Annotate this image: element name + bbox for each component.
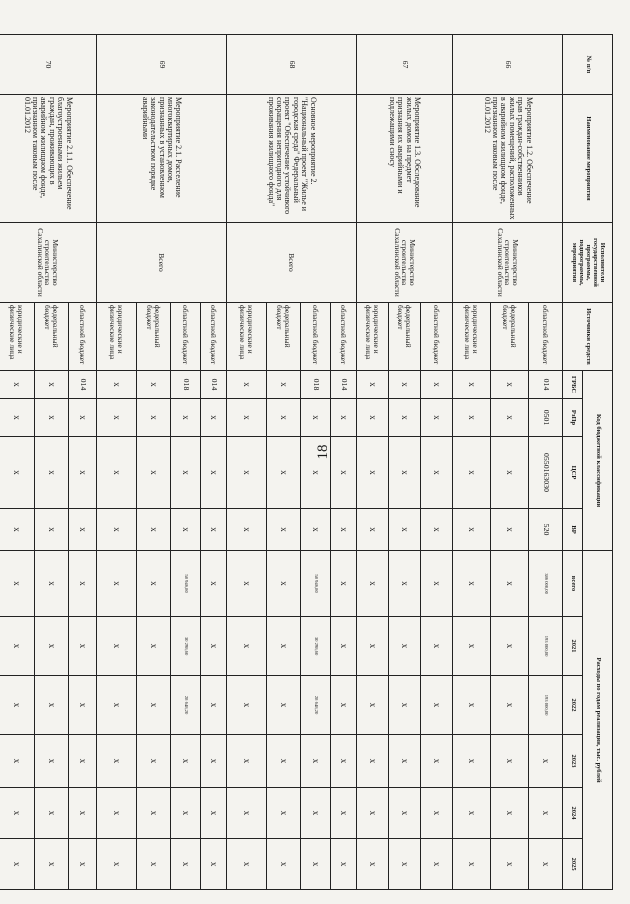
csr-cell: х (331, 437, 357, 509)
csr-cell: х (201, 437, 227, 509)
vr-cell: х (267, 509, 301, 551)
year-cell: х (35, 839, 69, 890)
rzpr-cell: 0501 (529, 399, 563, 437)
budget-table-rotated (8, 34, 613, 889)
total-cell: х (389, 551, 421, 617)
header-year: 2024 (563, 788, 583, 839)
year-cell: х (331, 676, 357, 735)
grbs-cell: х (35, 371, 69, 399)
year-cell: х (171, 839, 201, 890)
header-rzpr: РзПр (563, 399, 583, 437)
total-cell: х (97, 551, 137, 617)
year-cell: х (171, 735, 201, 788)
total-cell: 386 000,00 (529, 551, 563, 617)
grbs-cell: 014 (529, 371, 563, 399)
source-cell: федеральный бюджет (491, 303, 529, 371)
row-number: 70 (0, 35, 97, 95)
year-cell: х (69, 788, 97, 839)
year-cell: х (389, 735, 421, 788)
total-cell: х (201, 551, 227, 617)
measure-name: Мероприятие 2.1. Расселение многоквартирных домов, признанных в установленном законодательством порядке аварийными (97, 95, 227, 223)
rzpr-cell: х (491, 399, 529, 437)
rzpr-cell: х (227, 399, 267, 437)
vr-cell: х (491, 509, 529, 551)
total-cell: х (491, 551, 529, 617)
csr-cell: х (171, 437, 201, 509)
year-cell: х (421, 788, 453, 839)
vr-cell: х (137, 509, 171, 551)
year-cell: х (97, 788, 137, 839)
row-number: 68 (227, 35, 357, 95)
year-cell: 28 648,20 (171, 676, 201, 735)
csr-cell: х (491, 437, 529, 509)
table-body (0, 35, 563, 890)
csr-cell: х (137, 437, 171, 509)
grbs-cell: 014 (331, 371, 357, 399)
vr-cell: х (331, 509, 357, 551)
grbs-cell: х (137, 371, 171, 399)
year-cell: х (357, 788, 389, 839)
year-cell: х (97, 839, 137, 890)
year-cell: х (491, 735, 529, 788)
grbs-cell: 014 (69, 371, 97, 399)
year-cell: х (357, 735, 389, 788)
table-row (331, 35, 357, 890)
year-cell: х (357, 617, 389, 676)
total-cell: 58 946,80 (171, 551, 201, 617)
rzpr-cell: х (357, 399, 389, 437)
source-cell: юридические и физические лица (227, 303, 267, 371)
total-cell: х (0, 551, 35, 617)
year-cell: х (69, 735, 97, 788)
year-cell: х (357, 839, 389, 890)
header-total: всего (563, 551, 583, 617)
total-cell: х (453, 551, 491, 617)
csr-cell: х (97, 437, 137, 509)
total-cell: х (357, 551, 389, 617)
header-source: Источники средств (563, 303, 613, 371)
year-cell: х (35, 735, 69, 788)
year-cell: х (69, 617, 97, 676)
header-year: 2022 (563, 676, 583, 735)
csr-cell: х (69, 437, 97, 509)
header-year: 2025 (563, 839, 583, 890)
year-cell: х (227, 735, 267, 788)
table-row (421, 35, 453, 890)
year-cell: х (421, 676, 453, 735)
table-row (529, 35, 563, 890)
year-cell: х (227, 617, 267, 676)
header-name: Наименование мероприятия (563, 95, 613, 223)
vr-cell: х (357, 509, 389, 551)
csr-cell: х (301, 437, 331, 509)
year-cell: х (421, 735, 453, 788)
rzpr-cell: х (171, 399, 201, 437)
year-cell: х (201, 839, 227, 890)
table-row (69, 35, 97, 890)
header-expenses: Расходы по годам реализации, тыс. рублей (583, 551, 613, 890)
grbs-cell: х (453, 371, 491, 399)
year-cell: х (137, 839, 171, 890)
csr-cell: 0550163030 (529, 437, 563, 509)
measure-name: Мероприятие 1.2. Обеспечение прав граждан-собственников жилых помещений, расположенных в аварийном жилищном фонде, признанном таковым после 01.01.2012 (453, 95, 563, 223)
executor-cell: Министерство строительства Сахалинской области (0, 223, 97, 303)
year-cell: х (421, 617, 453, 676)
year-cell: х (491, 788, 529, 839)
total-cell: х (137, 551, 171, 617)
year-cell: х (301, 839, 331, 890)
header-vr: ВР (563, 509, 583, 551)
year-cell: х (137, 788, 171, 839)
total-cell: х (331, 551, 357, 617)
year-cell: х (529, 839, 563, 890)
year-cell: х (453, 676, 491, 735)
year-cell: х (97, 676, 137, 735)
vr-cell: 520 (529, 509, 563, 551)
header-csr: ЦСР (563, 437, 583, 509)
year-cell: х (453, 788, 491, 839)
source-cell: областной бюджет (69, 303, 97, 371)
source-cell: областной бюджет (529, 303, 563, 371)
year-cell: х (453, 617, 491, 676)
vr-cell: х (201, 509, 227, 551)
vr-cell: х (97, 509, 137, 551)
csr-cell: х (0, 437, 35, 509)
csr-cell: х (421, 437, 453, 509)
rzpr-cell: х (301, 399, 331, 437)
year-cell: х (97, 617, 137, 676)
csr-cell: х (227, 437, 267, 509)
rzpr-cell: х (331, 399, 357, 437)
year-cell: х (529, 788, 563, 839)
executor-cell: Всего (97, 223, 227, 303)
year-cell: 30 298,60 (171, 617, 201, 676)
total-cell: х (35, 551, 69, 617)
rzpr-cell: х (267, 399, 301, 437)
rzpr-cell: х (137, 399, 171, 437)
header-year: 2021 (563, 617, 583, 676)
year-cell: х (357, 676, 389, 735)
executor-cell: Всего (227, 223, 357, 303)
grbs-cell: х (267, 371, 301, 399)
grbs-cell: х (227, 371, 267, 399)
row-number: 66 (453, 35, 563, 95)
year-cell: х (267, 735, 301, 788)
executor-cell: Министерство строительства Сахалинской области (357, 223, 453, 303)
source-cell: юридические и физические лица (0, 303, 35, 371)
year-cell: х (453, 735, 491, 788)
rzpr-cell: х (69, 399, 97, 437)
row-number: 69 (97, 35, 227, 95)
year-cell: х (0, 676, 35, 735)
total-cell: х (69, 551, 97, 617)
header-kbk: Код бюджетной классификации (583, 371, 613, 551)
header-executor: Исполнители государственной программы, подпрограммы, мероприятия (563, 223, 613, 303)
year-cell: х (331, 839, 357, 890)
total-cell: х (267, 551, 301, 617)
grbs-cell: х (357, 371, 389, 399)
vr-cell: х (389, 509, 421, 551)
source-cell: федеральный бюджет (267, 303, 301, 371)
year-cell: х (331, 735, 357, 788)
year-cell: х (0, 839, 35, 890)
year-cell: х (137, 735, 171, 788)
source-cell: федеральный бюджет (389, 303, 421, 371)
csr-cell: х (357, 437, 389, 509)
year-cell: х (331, 788, 357, 839)
header-num: № п/п (563, 35, 613, 95)
csr-cell: х (453, 437, 491, 509)
source-cell: областной бюджет (171, 303, 201, 371)
measure-name: Мероприятие 2.1.1. Обеспечение благоустроенными жильем граждан, проживающих в аварийном жилищном фонде, признанном таковым после 01.01.2012 (0, 95, 97, 223)
grbs-cell: 014 (201, 371, 227, 399)
year-cell: х (171, 788, 201, 839)
executor-cell: Министерство строительства Сахалинской области (453, 223, 563, 303)
vr-cell: х (227, 509, 267, 551)
rzpr-cell: х (421, 399, 453, 437)
total-cell: х (227, 551, 267, 617)
header-year: 2023 (563, 735, 583, 788)
year-cell: х (69, 839, 97, 890)
rzpr-cell: х (201, 399, 227, 437)
year-cell: х (491, 617, 529, 676)
year-cell: х (227, 788, 267, 839)
year-cell: х (0, 735, 35, 788)
year-cell: х (137, 617, 171, 676)
year-cell: х (453, 839, 491, 890)
budget-table (0, 34, 613, 890)
year-cell: х (267, 617, 301, 676)
grbs-cell: х (421, 371, 453, 399)
source-cell: юридические и физические лица (357, 303, 389, 371)
year-cell: х (35, 676, 69, 735)
year-cell: х (35, 617, 69, 676)
year-cell: х (267, 788, 301, 839)
year-cell: х (389, 617, 421, 676)
year-cell: х (227, 676, 267, 735)
vr-cell: х (69, 509, 97, 551)
year-cell: 193 000,00 (529, 676, 563, 735)
measure-name: Основное мероприятие 2. "Национальный проект "Жилье и городская среда" Федеральный проект "Обеспечение устойчивого сокращения непригодного для проживания жилищного фонда" (227, 95, 357, 223)
page-number: 18 (314, 444, 331, 460)
year-cell: х (137, 676, 171, 735)
year-cell: х (201, 617, 227, 676)
vr-cell: х (35, 509, 69, 551)
year-cell: х (69, 676, 97, 735)
year-cell: х (491, 839, 529, 890)
year-cell: х (227, 839, 267, 890)
source-cell: федеральный бюджет (35, 303, 69, 371)
vr-cell: х (453, 509, 491, 551)
year-cell: х (421, 839, 453, 890)
year-cell: х (201, 735, 227, 788)
grbs-cell: х (491, 371, 529, 399)
year-cell: х (0, 788, 35, 839)
rzpr-cell: х (97, 399, 137, 437)
year-cell: х (35, 788, 69, 839)
csr-cell: х (35, 437, 69, 509)
year-cell: х (267, 839, 301, 890)
source-cell: юридические и физические лица (453, 303, 491, 371)
year-cell: х (331, 617, 357, 676)
year-cell: х (389, 839, 421, 890)
year-cell: х (529, 735, 563, 788)
grbs-cell: х (389, 371, 421, 399)
source-cell: областной бюджет (421, 303, 453, 371)
csr-cell: х (389, 437, 421, 509)
vr-cell: х (421, 509, 453, 551)
total-cell: х (421, 551, 453, 617)
row-number: 67 (357, 35, 453, 95)
year-cell: х (201, 676, 227, 735)
vr-cell: х (301, 509, 331, 551)
vr-cell: х (0, 509, 35, 551)
rzpr-cell: х (0, 399, 35, 437)
measure-name: Мероприятие 1.3. Обследование жилых домов на предмет признания их аварийными и подлежащими сносу (357, 95, 453, 223)
grbs-cell: 018 (171, 371, 201, 399)
year-cell: х (201, 788, 227, 839)
table-row (201, 35, 227, 890)
year-cell: х (491, 676, 529, 735)
year-cell: 28 648,20 (301, 676, 331, 735)
grbs-cell: 018 (301, 371, 331, 399)
source-cell: федеральный бюджет (137, 303, 171, 371)
rzpr-cell: х (35, 399, 69, 437)
vr-cell: х (171, 509, 201, 551)
source-cell: областной бюджет (301, 303, 331, 371)
rzpr-cell: х (389, 399, 421, 437)
grbs-cell: х (97, 371, 137, 399)
year-cell: х (389, 676, 421, 735)
year-cell: 193 000,00 (529, 617, 563, 676)
source-cell: областной бюджет (201, 303, 227, 371)
year-cell: х (301, 735, 331, 788)
source-cell: областной бюджет (331, 303, 357, 371)
year-cell: х (0, 617, 35, 676)
csr-cell: х (267, 437, 301, 509)
year-cell: х (389, 788, 421, 839)
source-cell: юридические и физические лица (97, 303, 137, 371)
year-cell: х (267, 676, 301, 735)
year-cell: 30 298,60 (301, 617, 331, 676)
rzpr-cell: х (453, 399, 491, 437)
table-header (563, 35, 613, 890)
year-cell: х (301, 788, 331, 839)
grbs-cell: х (0, 371, 35, 399)
total-cell: 58 946,80 (301, 551, 331, 617)
year-cell: х (97, 735, 137, 788)
header-grbs: ГРБС (563, 371, 583, 399)
